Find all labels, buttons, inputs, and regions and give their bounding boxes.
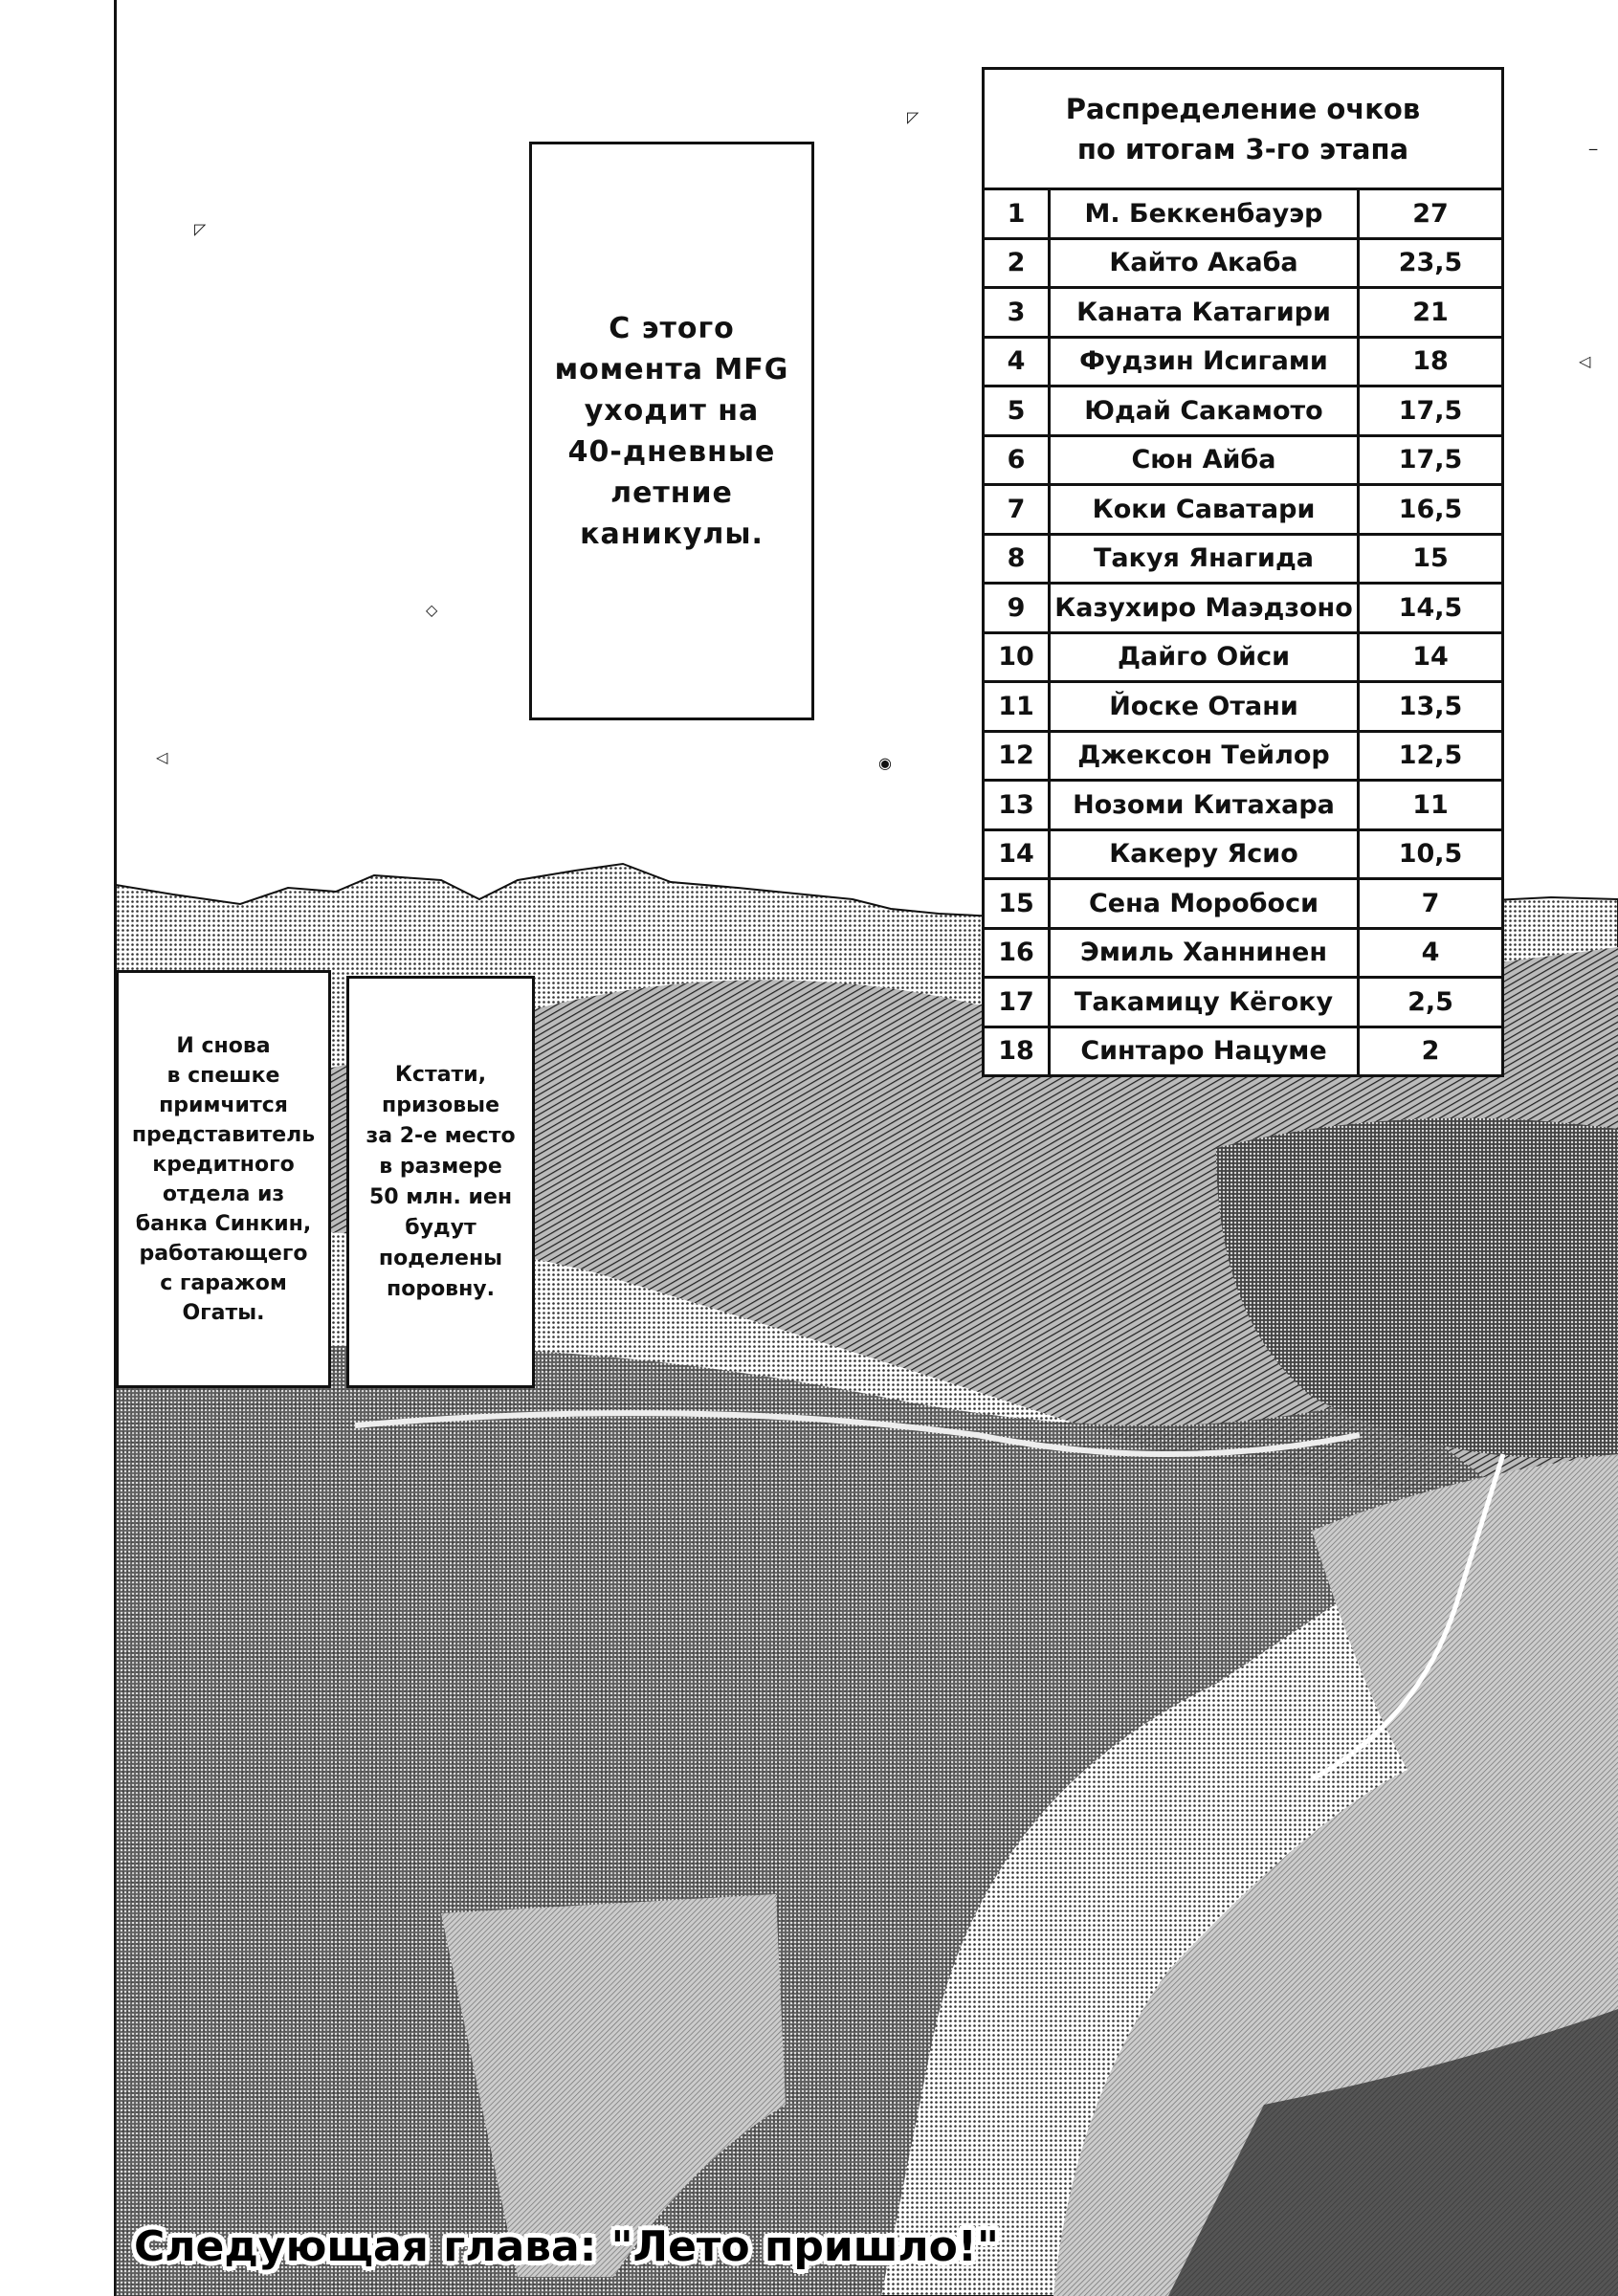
points-cell: 15 xyxy=(1359,534,1502,584)
standings-row xyxy=(985,978,1501,1027)
driver-name-cell: Синтаро Нацуме xyxy=(1050,1027,1359,1074)
points-cell: 11 xyxy=(1359,781,1502,830)
rank-cell: 2 xyxy=(985,238,1050,288)
standings-row xyxy=(985,1027,1501,1074)
points-cell: 4 xyxy=(1359,928,1502,978)
points-cell: 23,5 xyxy=(1359,238,1502,288)
rank-cell: 10 xyxy=(985,632,1050,682)
debris-mark: ◇ xyxy=(426,601,438,619)
debris-mark: ◁ xyxy=(156,748,168,766)
standings-row xyxy=(985,731,1501,781)
debris-mark: ◸ xyxy=(194,220,207,238)
rank-cell: 17 xyxy=(985,978,1050,1027)
rank-cell: 9 xyxy=(985,584,1050,633)
points-cell: 2,5 xyxy=(1359,978,1502,1027)
next-chapter-title: Следующая глава: "Лето пришло!" xyxy=(134,2222,999,2271)
standings-row xyxy=(985,584,1501,633)
driver-name-cell: Казухиро Маэдзоно xyxy=(1050,584,1359,633)
driver-name-cell: Кайто Акаба xyxy=(1050,238,1359,288)
rank-cell: 3 xyxy=(985,288,1050,338)
points-cell: 16,5 xyxy=(1359,485,1502,535)
points-cell: 18 xyxy=(1359,337,1502,386)
standings-title: Распределение очков по итогам 3-го этапа xyxy=(985,70,1501,190)
standings-row xyxy=(985,534,1501,584)
driver-name-cell: Коки Саватари xyxy=(1050,485,1359,535)
rank-cell: 5 xyxy=(985,386,1050,436)
rank-cell: 1 xyxy=(985,190,1050,238)
standings-row xyxy=(985,928,1501,978)
standings-row xyxy=(985,190,1501,238)
standings-grid xyxy=(985,190,1501,1074)
points-standings-table xyxy=(982,67,1504,1077)
points-cell: 14 xyxy=(1359,632,1502,682)
rank-cell: 18 xyxy=(985,1027,1050,1074)
driver-name-cell: Фудзин Исигами xyxy=(1050,337,1359,386)
points-cell: 2 xyxy=(1359,1027,1502,1074)
points-cell: 12,5 xyxy=(1359,731,1502,781)
points-cell: 14,5 xyxy=(1359,584,1502,633)
points-cell: 13,5 xyxy=(1359,682,1502,732)
caption-text: Кстати, призовые за 2-е место в размере 50 млн. иен будут поделены поровну. xyxy=(366,1062,516,1301)
standings-row xyxy=(985,829,1501,879)
standings-row xyxy=(985,632,1501,682)
driver-name-cell: Каната Катагири xyxy=(1050,288,1359,338)
standings-row xyxy=(985,435,1501,485)
caption-box-bank-representative xyxy=(116,970,331,1388)
rank-cell: 15 xyxy=(985,879,1050,929)
standings-row xyxy=(985,781,1501,830)
debris-mark: ◁ xyxy=(1579,352,1591,370)
caption-text: И снова в спешке примчится представитель кредитного отдела из банка Синкин, работающего с гаражом Огаты. xyxy=(131,1033,316,1325)
rank-cell: 12 xyxy=(985,731,1050,781)
driver-name-cell: Сена Моробоси xyxy=(1050,879,1359,929)
debris-mark: ◉ xyxy=(878,754,892,772)
standings-row xyxy=(985,288,1501,338)
standings-row xyxy=(985,682,1501,732)
standings-row xyxy=(985,879,1501,929)
driver-name-cell: М. Беккенбауэр xyxy=(1050,190,1359,238)
driver-name-cell: Нозоми Китахара xyxy=(1050,781,1359,830)
driver-name-cell: Юдай Сакамото xyxy=(1050,386,1359,436)
standings-row xyxy=(985,238,1501,288)
driver-name-cell: Эмиль Ханнинен xyxy=(1050,928,1359,978)
standings-row xyxy=(985,485,1501,535)
standings-row xyxy=(985,386,1501,436)
driver-name-cell: Такуя Янагида xyxy=(1050,534,1359,584)
driver-name-cell: Джексон Тейлор xyxy=(1050,731,1359,781)
points-cell: 17,5 xyxy=(1359,386,1502,436)
driver-name-cell: Йоске Отани xyxy=(1050,682,1359,732)
rank-cell: 6 xyxy=(985,435,1050,485)
driver-name-cell: Сюн Айба xyxy=(1050,435,1359,485)
debris-mark: ‒ xyxy=(1588,140,1599,158)
points-cell: 7 xyxy=(1359,879,1502,929)
driver-name-cell: Какеру Ясио xyxy=(1050,829,1359,879)
caption-box-summer-break xyxy=(529,142,814,720)
points-cell: 27 xyxy=(1359,190,1502,238)
standings-row xyxy=(985,337,1501,386)
rank-cell: 14 xyxy=(985,829,1050,879)
rank-cell: 11 xyxy=(985,682,1050,732)
caption-text: С этого момента MFG уходит на 40-дневные летние каникулы. xyxy=(554,311,789,551)
rank-cell: 16 xyxy=(985,928,1050,978)
rank-cell: 7 xyxy=(985,485,1050,535)
rank-cell: 13 xyxy=(985,781,1050,830)
debris-mark: ◸ xyxy=(907,108,920,126)
rank-cell: 8 xyxy=(985,534,1050,584)
driver-name-cell: Дайго Ойси xyxy=(1050,632,1359,682)
points-cell: 17,5 xyxy=(1359,435,1502,485)
driver-name-cell: Такамицу Кёгоку xyxy=(1050,978,1359,1027)
caption-box-prize-money xyxy=(346,976,535,1388)
rank-cell: 4 xyxy=(985,337,1050,386)
points-cell: 21 xyxy=(1359,288,1502,338)
points-cell: 10,5 xyxy=(1359,829,1502,879)
